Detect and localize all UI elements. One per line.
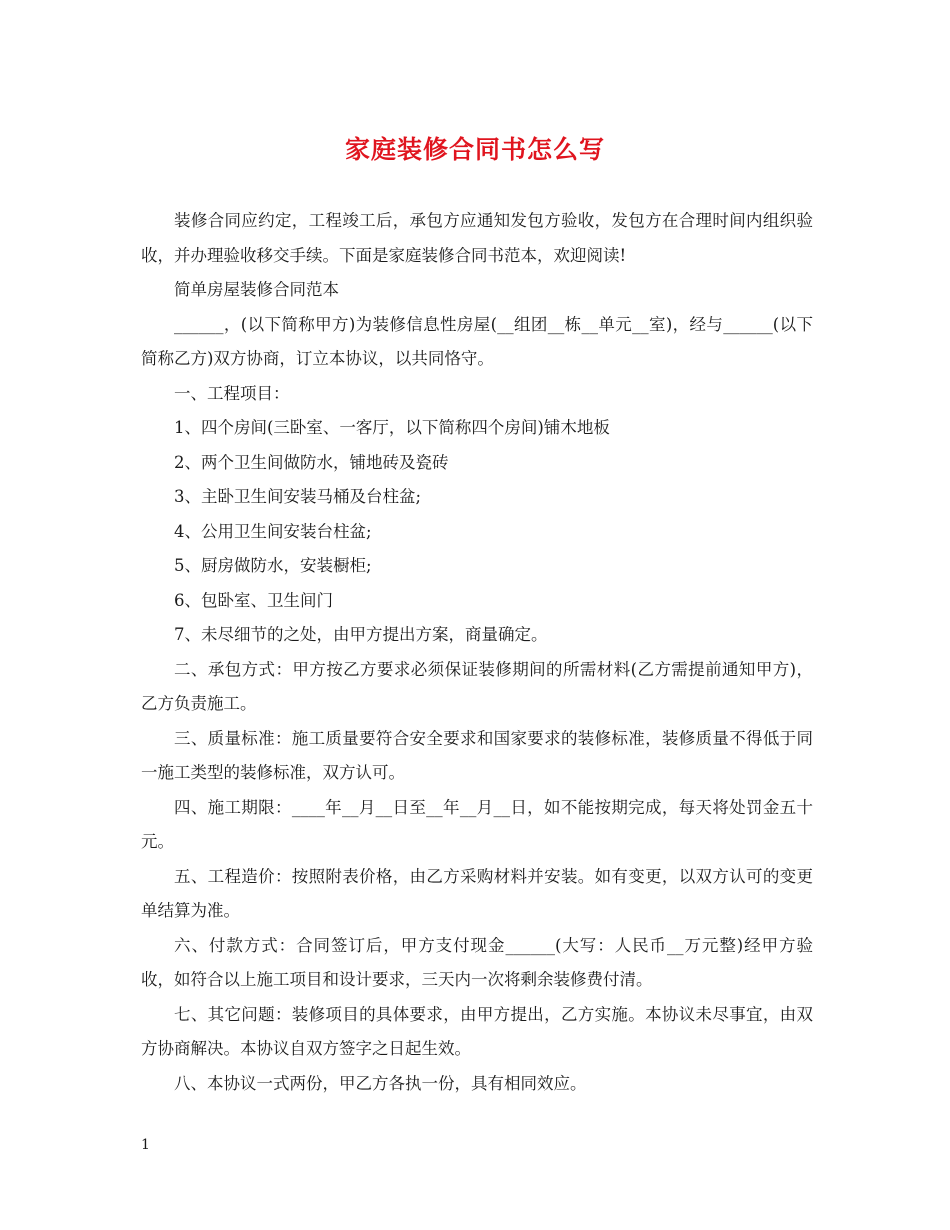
- clause-construction-period: 四、施工期限：____年__月__日至__年__月__日，如不能按期完成，每天将处罚金五十元。: [141, 797, 813, 851]
- clause-contract-method: 二、承包方式：甲方按乙方要求必须保证装修期间的所需材料(乙方需提前通知甲方)，乙方负责施工。: [141, 659, 813, 713]
- parties-paragraph: ______，(以下简称甲方)为装修信息性房屋(__组团__栋__单元__室)，经与______(以下简称乙方)双方协商，订立本协议，以共同恪守。: [141, 314, 813, 368]
- clause-project-cost: 五、工程造价：按照附表价格，由乙方采购材料并安装。如有变更，以双方认可的变更单结算为准。: [141, 866, 813, 920]
- document-title: 家庭装修合同书怎么写: [344, 135, 605, 164]
- page-number: 1: [141, 1137, 150, 1153]
- intro-paragraph: 装修合同应约定，工程竣工后，承包方应通知发包方验收，发包方在合理时间内组织验收，并办理验收移交手续。下面是家庭装修合同书范本，欢迎阅读!: [141, 211, 813, 265]
- clause-copies: 八、本协议一式两份，甲乙方各执一份，具有相同效应。: [174, 1073, 587, 1093]
- contract-subtitle: 简单房屋装修合同范本: [174, 280, 339, 299]
- project-item: 3、主卧卫生间安装马桶及台柱盆;: [174, 487, 422, 506]
- project-item: 2、两个卫生间做防水，铺地砖及瓷砖: [174, 452, 449, 472]
- project-item: 1、四个房间(三卧室、一客厅，以下简称四个房间)铺木地板: [174, 418, 610, 437]
- project-item: 7、未尽细节的之处，由甲方提出方案，商量确定。: [174, 625, 548, 644]
- section-heading-projects: 一、工程项目：: [174, 383, 290, 403]
- clause-other-issues: 七、其它问题：装修项目的具体要求，由甲方提出，乙方实施。本协议未尽事宜，由双方协商解决。本协议自双方签字之日起生效。: [141, 1004, 813, 1058]
- project-item: 5、厨房做防水，安装橱柜;: [174, 556, 372, 575]
- document-body: [141, 204, 813, 1101]
- project-item: 4、公用卫生间安装台柱盆;: [174, 521, 372, 541]
- clause-quality-standard: 三、质量标准：施工质量要符合安全要求和国家要求的装修标准，装修质量不得低于同一施工类型的装修标准，双方认可。: [141, 728, 813, 782]
- clause-payment-method: 六、付款方式：合同签订后，甲方支付现金______(大写：人民币__万元整)经甲方验收，如符合以上施工项目和设计要求，三天内一次将剩余装修费付清。: [141, 935, 813, 989]
- project-item: 6、包卧室、卫生间门: [174, 590, 333, 610]
